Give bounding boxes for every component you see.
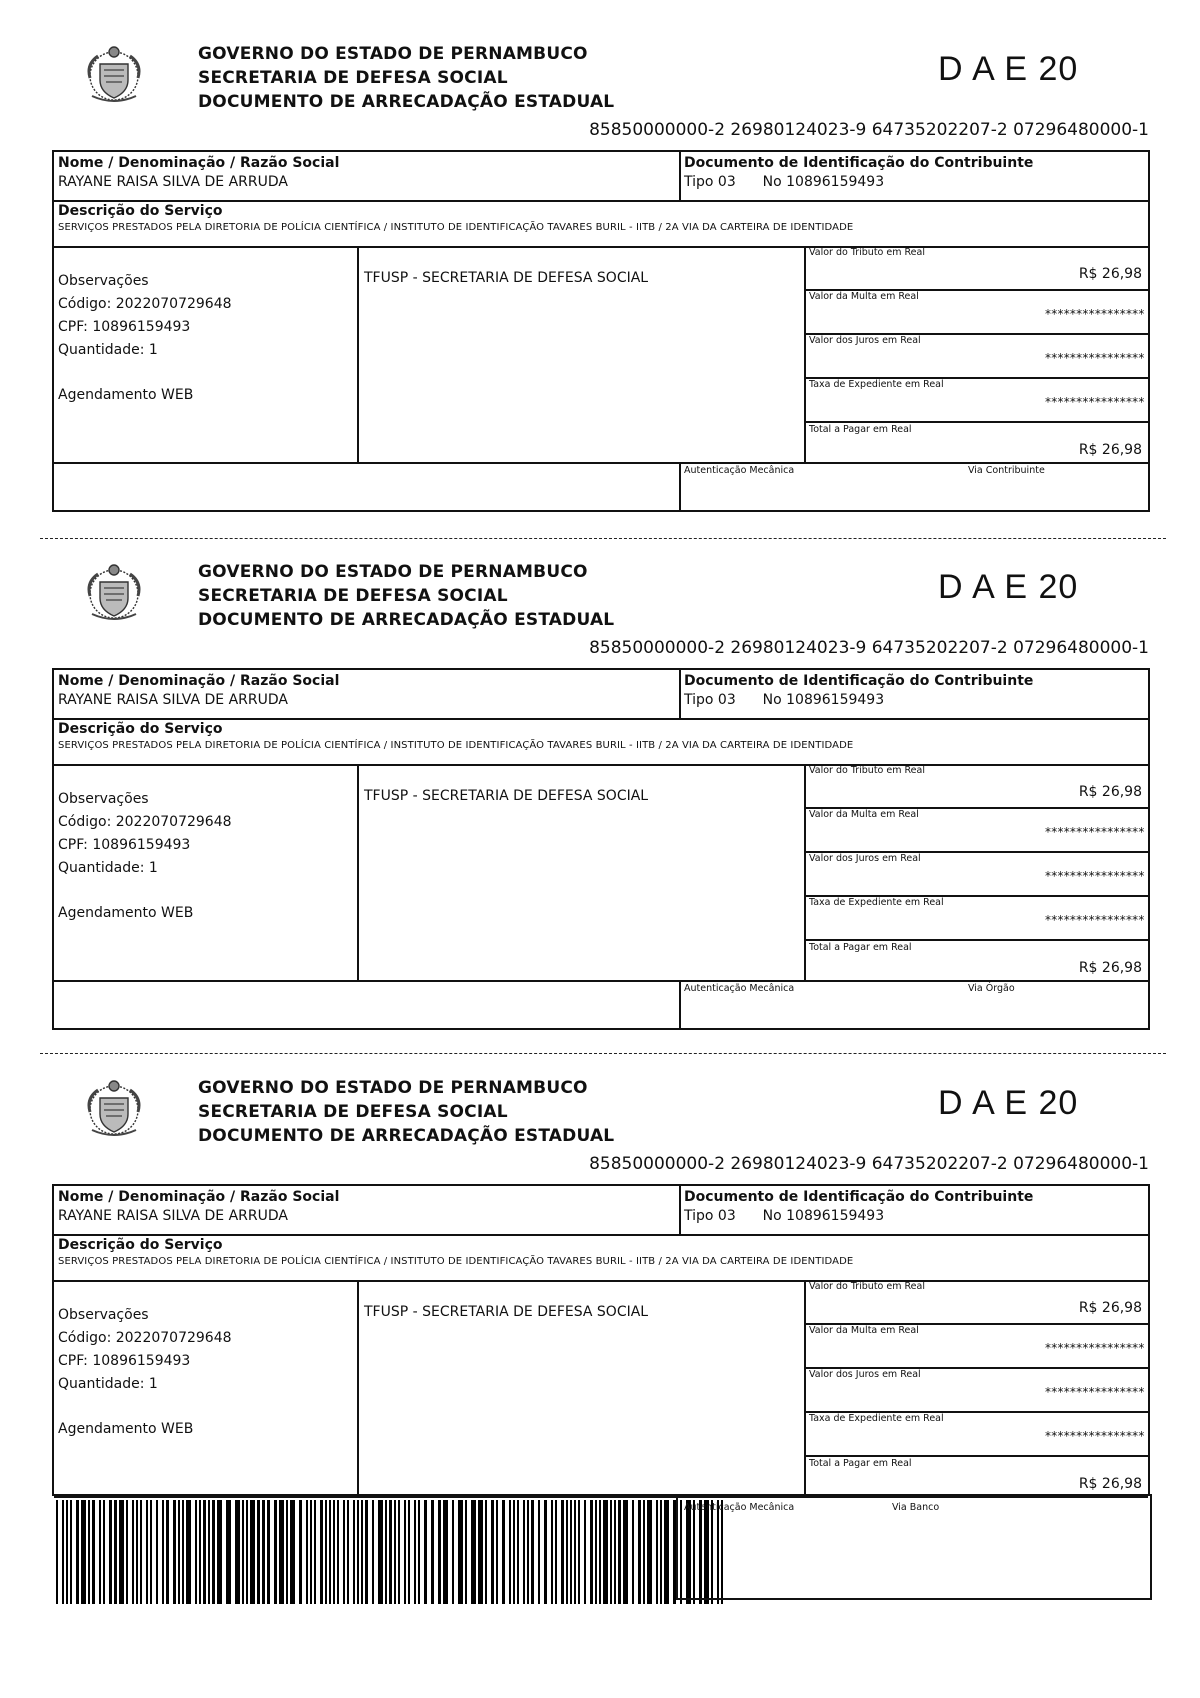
dae-slip [0, 1034, 1200, 1554]
observations-cpf: CPF: 10896159493 [58, 319, 191, 335]
orgao: TFUSP - SECRETARIA DE DEFESA SOCIAL [364, 788, 649, 804]
barcode-bar [203, 1500, 206, 1604]
service-desc-label: Descrição do Serviço [58, 721, 223, 737]
observations-codigo: Código: 2022070729648 [58, 296, 232, 312]
barcode-bar [574, 1500, 576, 1604]
barcode-bar [595, 1500, 597, 1604]
payment-barcode [56, 1500, 726, 1604]
barcode-bar [103, 1500, 105, 1604]
values-column [806, 764, 1148, 980]
pernambuco-coat-of-arms-icon [78, 556, 150, 628]
barcode-bar [353, 1500, 355, 1604]
observations-agendamento: Agendamento WEB [58, 1421, 194, 1437]
observations-cpf: CPF: 10896159493 [58, 1353, 191, 1369]
barcode-bar [378, 1500, 383, 1604]
autenticacao-label: Autenticação Mecânica [684, 465, 795, 476]
taxa-expediente-label: Taxa de Expediente em Real [809, 897, 944, 908]
barcode-bar [119, 1500, 124, 1604]
slip-form [52, 668, 1150, 1030]
barcode-bar [306, 1500, 308, 1604]
barcode-bar [70, 1500, 72, 1604]
total-label: Total a Pagar em Real [809, 1458, 912, 1469]
gov-line-2: SECRETARIA DE DEFESA SOCIAL [198, 586, 508, 606]
barcode-bar [643, 1500, 645, 1604]
barcode-bar [274, 1500, 277, 1604]
doc-numero: No 10896159493 [762, 692, 885, 708]
barcode-number: 85850000000-2 26980124023-9 64735202207-2 07296480000-1 [589, 1154, 1149, 1174]
total-label: Total a Pagar em Real [809, 424, 912, 435]
barcode-bar [531, 1500, 534, 1604]
barcode-bar [647, 1500, 652, 1604]
barcode-bar [561, 1500, 564, 1604]
barcode-bar [182, 1500, 184, 1604]
barcode-bar [299, 1500, 302, 1604]
valor-tributo-label: Valor do Tributo em Real [809, 247, 925, 258]
barcode-bar [603, 1500, 608, 1604]
barcode-bar [458, 1500, 463, 1604]
total-value: R$ 26,98 [1078, 960, 1142, 976]
valor-multa-label: Valor da Multa em Real [809, 291, 919, 302]
doc-id-label: Documento de Identificação do Contribuinte [684, 155, 1034, 171]
barcode-bar [56, 1500, 58, 1604]
barcode-bar [502, 1500, 505, 1604]
barcode-bar [664, 1500, 669, 1604]
barcode-bar [551, 1500, 553, 1604]
service-description: SERVIÇOS PRESTADOS PELA DIRETORIA DE POLÍCIA CIENTÍFICA / INSTITUTO DE IDENTIFICAÇÃO TAVARES BURIL - IITB / 2A VIA DA CARTEIRA DE IDENTIDADE [58, 740, 854, 751]
valor-multa-label: Valor da Multa em Real [809, 809, 919, 820]
gov-line-3: DOCUMENTO DE ARRECADAÇÃO ESTADUAL [198, 610, 615, 630]
service-description: SERVIÇOS PRESTADOS PELA DIRETORIA DE POLÍCIA CIENTÍFICA / INSTITUTO DE IDENTIFICAÇÃO TAVARES BURIL - IITB / 2A VIA DA CARTEIRA DE IDENTIDADE [58, 222, 854, 233]
gov-line-3: DOCUMENTO DE ARRECADAÇÃO ESTADUAL [198, 1126, 615, 1146]
barcode-bar [443, 1500, 448, 1604]
valor-juros-label: Valor dos Juros em Real [809, 1369, 921, 1380]
valor-tributo: R$ 26,98 [1078, 1300, 1142, 1316]
barcode-bar [660, 1500, 662, 1604]
barcode-bar [166, 1500, 169, 1604]
autenticacao-label: Autenticação Mecânica [684, 1502, 795, 1513]
valor-tributo-label: Valor do Tributo em Real [809, 1281, 925, 1292]
barcode-bar [385, 1500, 387, 1604]
barcode-bar [267, 1500, 270, 1604]
barcode-bar [150, 1500, 152, 1604]
barcode-bar [114, 1500, 117, 1604]
barcode-bar [599, 1500, 601, 1604]
name-label: Nome / Denominação / Razão Social [58, 155, 340, 171]
valor-multa-label: Valor da Multa em Real [809, 1325, 919, 1336]
barcode-bar [347, 1500, 349, 1604]
barcode-bar [566, 1500, 568, 1604]
doc-tipo: Tipo 03 [684, 692, 736, 708]
barcode-bar [337, 1500, 339, 1604]
barcode-bar [226, 1500, 231, 1604]
dae-title: D A E 20 [938, 568, 1079, 606]
barcode-bar [491, 1500, 494, 1604]
barcode-bar [394, 1500, 396, 1604]
barcode-bar [656, 1500, 658, 1604]
orgao: TFUSP - SECRETARIA DE DEFESA SOCIAL [364, 270, 649, 286]
observations-quantidade: Quantidade: 1 [58, 342, 158, 358]
dae-slip [0, 0, 1200, 520]
barcode-bar [235, 1500, 240, 1604]
barcode-bar [199, 1500, 201, 1604]
barcode-bar [513, 1500, 515, 1604]
orgao: TFUSP - SECRETARIA DE DEFESA SOCIAL [364, 1304, 649, 1320]
valor-juros: **************** [1044, 351, 1144, 365]
barcode-bar [365, 1500, 368, 1604]
name-label: Nome / Denominação / Razão Social [58, 1189, 340, 1205]
barcode-bar [414, 1500, 416, 1604]
barcode-bar [186, 1500, 191, 1604]
valor-juros-label: Valor dos Juros em Real [809, 335, 921, 346]
barcode-bar [262, 1500, 265, 1604]
dae-slip [0, 518, 1200, 1038]
barcode-bar [310, 1500, 312, 1604]
barcode-bar [250, 1500, 255, 1604]
barcode-bar [178, 1500, 180, 1604]
total-label: Total a Pagar em Real [809, 942, 912, 953]
valor-multa: **************** [1044, 1341, 1144, 1355]
barcode-bar [217, 1500, 222, 1604]
barcode-bar [584, 1500, 586, 1604]
observations-quantidade: Quantidade: 1 [58, 860, 158, 876]
barcode-bar [570, 1500, 572, 1604]
gov-line-1: GOVERNO DO ESTADO DE PERNAMBUCO [198, 562, 588, 582]
pernambuco-coat-of-arms-icon [78, 1072, 150, 1144]
gov-line-1: GOVERNO DO ESTADO DE PERNAMBUCO [198, 1078, 588, 1098]
barcode-bar [62, 1500, 64, 1604]
barcode-bar [66, 1500, 68, 1604]
barcode-bar [389, 1500, 392, 1604]
via-label: Via Órgão [968, 983, 1015, 994]
service-description: SERVIÇOS PRESTADOS PELA DIRETORIA DE POLÍCIA CIENTÍFICA / INSTITUTO DE IDENTIFICAÇÃO TAVARES BURIL - IITB / 2A VIA DA CARTEIRA DE IDENTIDADE [58, 1256, 854, 1267]
barcode-bar [140, 1500, 142, 1604]
barcode-bar [424, 1500, 427, 1604]
barcode-bar [162, 1500, 164, 1604]
barcode-bar [173, 1500, 176, 1604]
barcode-bar [438, 1500, 441, 1604]
barcode-bar [578, 1500, 580, 1604]
valor-multa: **************** [1044, 825, 1144, 839]
barcode-bar [638, 1500, 641, 1604]
barcode-bar [538, 1500, 540, 1604]
total-value: R$ 26,98 [1078, 442, 1142, 458]
taxpayer-name: RAYANE RAISA SILVA DE ARRUDA [58, 174, 288, 190]
barcode-bar [76, 1500, 79, 1604]
barcode-bar [408, 1500, 410, 1604]
total-value: R$ 26,98 [1078, 1476, 1142, 1492]
barcode-bar [398, 1500, 400, 1604]
values-column [806, 1280, 1148, 1496]
slip-form [52, 1184, 1150, 1496]
autenticacao-label: Autenticação Mecânica [684, 983, 795, 994]
dae-title: D A E 20 [938, 50, 1079, 88]
observations-title: Observações [58, 791, 149, 807]
barcode-bar [343, 1500, 345, 1604]
barcode-bar [496, 1500, 498, 1604]
barcode-bar [478, 1500, 483, 1604]
observations-quantidade: Quantidade: 1 [58, 1376, 158, 1392]
observations-codigo: Código: 2022070729648 [58, 1330, 232, 1346]
barcode-bar [92, 1500, 95, 1604]
barcode-bar [590, 1500, 593, 1604]
autenticacao-box [676, 1494, 1152, 1600]
taxa-expediente: **************** [1044, 913, 1144, 927]
barcode-bar [314, 1500, 316, 1604]
barcode-bar [361, 1500, 363, 1604]
barcode-bar [286, 1500, 288, 1604]
barcode-number: 85850000000-2 26980124023-9 64735202207-2 07296480000-1 [589, 120, 1149, 140]
barcode-bar [325, 1500, 327, 1604]
barcode-bar [610, 1500, 612, 1604]
barcode-bar [195, 1500, 197, 1604]
barcode-bar [404, 1500, 406, 1604]
via-label: Via Contribuinte [968, 465, 1045, 476]
doc-id-label: Documento de Identificação do Contribuinte [684, 673, 1034, 689]
barcode-bar [320, 1500, 323, 1604]
doc-id-label: Documento de Identificação do Contribuinte [684, 1189, 1034, 1205]
barcode-bar [523, 1500, 525, 1604]
barcode-bar [279, 1500, 284, 1604]
barcode-bar [99, 1500, 101, 1604]
barcode-bar [242, 1500, 244, 1604]
barcode-bar [208, 1500, 210, 1604]
barcode-bar [517, 1500, 519, 1604]
barcode-bar [431, 1500, 434, 1604]
barcode-bar [109, 1500, 112, 1604]
barcode-bar [146, 1500, 148, 1604]
valor-tributo-label: Valor do Tributo em Real [809, 765, 925, 776]
observations-codigo: Código: 2022070729648 [58, 814, 232, 830]
barcode-bar [452, 1500, 454, 1604]
service-desc-label: Descrição do Serviço [58, 1237, 223, 1253]
barcode-bar [81, 1500, 86, 1604]
observations-cpf: CPF: 10896159493 [58, 837, 191, 853]
values-column [806, 246, 1148, 462]
barcode-bar [357, 1500, 359, 1604]
observations-title: Observações [58, 1307, 149, 1323]
barcode-number: 85850000000-2 26980124023-9 64735202207-2 07296480000-1 [589, 638, 1149, 658]
taxa-expediente: **************** [1044, 1429, 1144, 1443]
doc-numero: No 10896159493 [762, 174, 885, 190]
barcode-bar [614, 1500, 616, 1604]
valor-juros: **************** [1044, 869, 1144, 883]
barcode-bar [246, 1500, 248, 1604]
barcode-bar [333, 1500, 335, 1604]
barcode-bar [485, 1500, 487, 1604]
barcode-bar [257, 1500, 260, 1604]
valor-multa: **************** [1044, 307, 1144, 321]
taxa-expediente-label: Taxa de Expediente em Real [809, 1413, 944, 1424]
gov-line-2: SECRETARIA DE DEFESA SOCIAL [198, 68, 508, 88]
taxpayer-name: RAYANE RAISA SILVA DE ARRUDA [58, 692, 288, 708]
barcode-bar [418, 1500, 420, 1604]
barcode-bar [372, 1500, 374, 1604]
barcode-bar [126, 1500, 128, 1604]
government-header [198, 42, 614, 114]
service-desc-label: Descrição do Serviço [58, 203, 223, 219]
gov-line-3: DOCUMENTO DE ARRECADAÇÃO ESTADUAL [198, 92, 615, 112]
barcode-bar [329, 1500, 331, 1604]
observations-agendamento: Agendamento WEB [58, 387, 194, 403]
name-label: Nome / Denominação / Razão Social [58, 673, 340, 689]
doc-tipo: Tipo 03 [684, 174, 736, 190]
observations-title: Observações [58, 273, 149, 289]
government-header [198, 560, 614, 632]
valor-juros-label: Valor dos Juros em Real [809, 853, 921, 864]
gov-line-2: SECRETARIA DE DEFESA SOCIAL [198, 1102, 508, 1122]
observations-agendamento: Agendamento WEB [58, 905, 194, 921]
taxpayer-name: RAYANE RAISA SILVA DE ARRUDA [58, 1208, 288, 1224]
doc-numero: No 10896159493 [762, 1208, 885, 1224]
valor-tributo: R$ 26,98 [1078, 784, 1142, 800]
barcode-bar [544, 1500, 547, 1604]
barcode-bar [136, 1500, 138, 1604]
barcode-bar [132, 1500, 134, 1604]
cut-line [40, 538, 1166, 539]
barcode-bar [623, 1500, 628, 1604]
taxa-expediente: **************** [1044, 395, 1144, 409]
dae-title: D A E 20 [938, 1084, 1079, 1122]
government-header [198, 1076, 614, 1148]
pernambuco-coat-of-arms-icon [78, 38, 150, 110]
barcode-bar [88, 1500, 90, 1604]
doc-tipo: Tipo 03 [684, 1208, 736, 1224]
via-label: Via Banco [892, 1502, 940, 1513]
valor-juros: **************** [1044, 1385, 1144, 1399]
valor-tributo: R$ 26,98 [1078, 266, 1142, 282]
slip-form [52, 150, 1150, 512]
barcode-bar [618, 1500, 621, 1604]
barcode-bar [632, 1500, 634, 1604]
barcode-bar [156, 1500, 158, 1604]
barcode-bar [471, 1500, 476, 1604]
barcode-bar [527, 1500, 529, 1604]
barcode-bar [555, 1500, 557, 1604]
barcode-bar [290, 1500, 295, 1604]
cut-line [40, 1053, 1166, 1054]
taxa-expediente-label: Taxa de Expediente em Real [809, 379, 944, 390]
barcode-bar [509, 1500, 511, 1604]
barcode-bar [465, 1500, 467, 1604]
barcode-bar [212, 1500, 215, 1604]
gov-line-1: GOVERNO DO ESTADO DE PERNAMBUCO [198, 44, 588, 64]
